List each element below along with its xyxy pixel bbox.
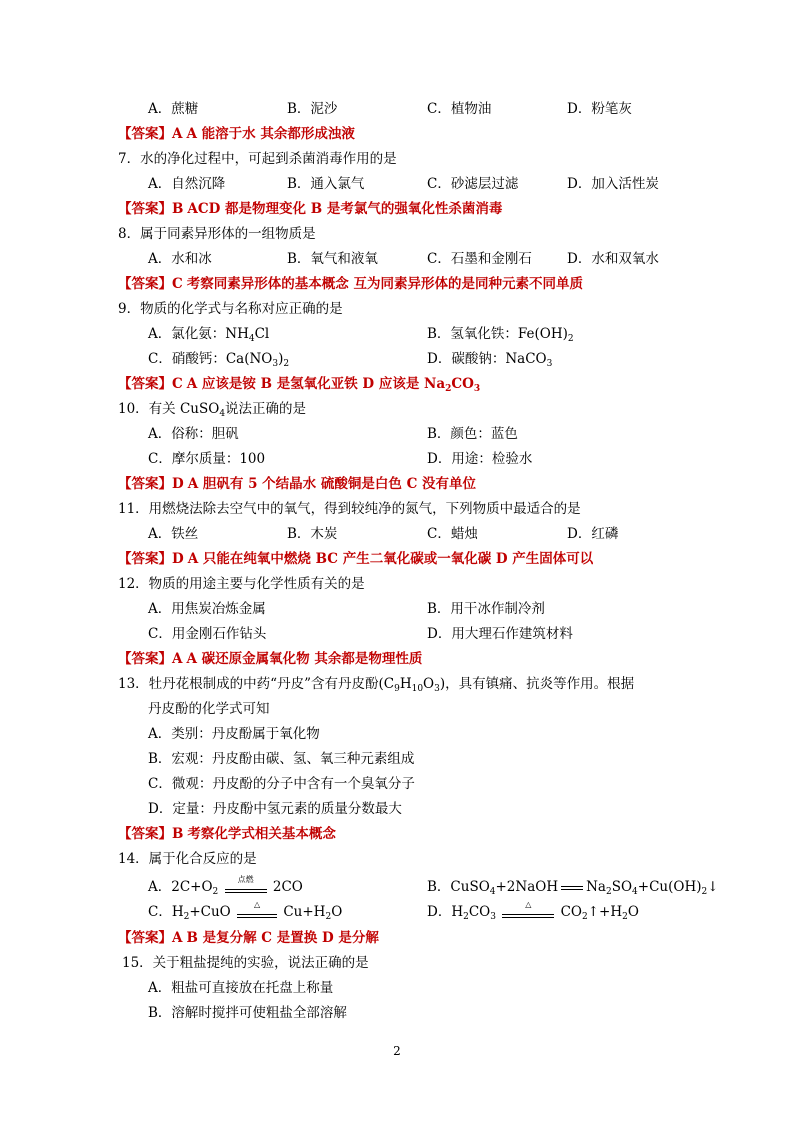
q9-answer: 【答案】C A 应该是铵 B 是氢氧化亚铁 D 应该是 $Na_2CO_3$	[118, 376, 481, 394]
q8-option-a: A．水和冰	[148, 251, 212, 267]
q8-stem: 8．属于同素异形体的一组物质是	[118, 226, 316, 242]
q12-option-d: D．用大理石作建筑材料	[427, 626, 573, 642]
q11-answer: 【答案】D A 只能在纯氧中燃烧 BC 产生二氧化碳或一氧化碳 D 产生固体可以	[118, 551, 594, 567]
q13-stem: 13．牡丹花根制成的中药“丹皮”含有丹皮酚$(C_9H_{10}O_3)$，具有镇痛、抗炎等作用。根据	[118, 676, 635, 694]
q9-option-a: A．氯化氨：$NH_4Cl$	[148, 326, 270, 344]
reaction-condition-arrow: △	[502, 910, 554, 918]
q13-option-c: C．微观：丹皮酚的分子中含有一个臭氧分子	[148, 776, 415, 792]
q11-option-c: C．蜡烛	[427, 526, 478, 542]
q11-option-b: B．木炭	[287, 526, 338, 542]
q10-option-b: B．颜色：蓝色	[427, 426, 518, 442]
q13-option-d: D．定量：丹皮酚中氢元素的质量分数最大	[148, 801, 402, 817]
q14-stem: 14．属于化合反应的是	[118, 851, 257, 867]
q8-option-c: C．石墨和金刚石	[427, 251, 532, 267]
q14-answer: 【答案】A B 是复分解 C 是置换 D 是分解	[118, 930, 379, 946]
q12-stem: 12．物质的用途主要与化学性质有关的是	[118, 576, 365, 592]
page-number: 2	[393, 1044, 401, 1058]
q9-option-c: C．硝酸钙：$Ca(NO_3)_2$	[148, 351, 290, 369]
q10-answer: 【答案】D A 胆矾有 5 个结晶水 硫酸铜是白色 C 没有单位	[118, 476, 477, 492]
q11-option-a: A．铁丝	[148, 526, 199, 542]
q14-option-a: A．$2C+O_2$ 点燃 2CO	[148, 875, 303, 897]
q12-answer: 【答案】A A 碳还原金属氧化物 其余都是物理性质	[118, 651, 423, 667]
q13-option-b: B．宏观：丹皮酚由碳、氢、氧三种元素组成	[148, 751, 415, 767]
q10-option-a: A．俗称：胆矾	[148, 426, 239, 442]
q15-stem: 15．关于粗盐提纯的实验，说法正确的是	[122, 955, 369, 971]
q12-option-c: C．用金刚石作钻头	[148, 626, 267, 642]
q7-option-d: D．加入活性炭	[567, 176, 659, 192]
q12-option-b: B．用干冰作制冷剂	[427, 601, 545, 617]
q6-option-d: D．粉笔灰	[567, 101, 632, 117]
q6-answer: 【答案】A A 能溶于水 其余都形成浊液	[118, 126, 355, 142]
q13-option-a: A．类别：丹皮酚属于氧化物	[148, 726, 320, 742]
q9-option-b: B．氢氧化铁：$Fe(OH)_2$	[427, 326, 574, 344]
q7-stem: 7．水的净化过程中，可起到杀菌消毒作用的是	[118, 151, 397, 167]
q10-option-d: D．用途：检验水	[427, 451, 533, 467]
q7-option-a: A．自然沉降	[148, 176, 226, 192]
q8-answer: 【答案】C 考察同素异形体的基本概念 互为同素异形体的是同种元素不同单质	[118, 276, 583, 292]
q6-option-b: B．泥沙	[287, 101, 338, 117]
q12-option-a: A．用焦炭冶炼金属	[148, 601, 266, 617]
q13-stem-line2: 丹皮酚的化学式可知	[148, 701, 270, 717]
equals-sign	[561, 886, 583, 890]
q9-option-d: D．碳酸钠：NaCO$_3$	[427, 351, 553, 369]
q14-option-d: D．$H_2CO_3$ △ $CO_2↑+H_2O$	[427, 900, 639, 922]
q7-option-c: C．砂滤层过滤	[427, 176, 519, 192]
q13-answer: 【答案】B 考察化学式相关基本概念	[118, 826, 336, 842]
q6-option-a: A．蔗糖	[148, 101, 199, 117]
q10-stem: 10．有关 CuSO$_4$说法正确的是	[118, 401, 307, 419]
q7-answer: 【答案】B ACD 都是物理变化 B 是考氯气的强氧化性杀菌消毒	[118, 201, 503, 217]
q15-option-a: A．粗盐可直接放在托盘上称量	[148, 980, 334, 996]
q7-option-b: B．通入氯气	[287, 176, 365, 192]
q15-option-b: B．溶解时搅拌可使粗盐全部溶解	[148, 1005, 347, 1021]
q14-option-b: B．CuSO$_4$+2NaOH $Na_2SO_4+Cu(OH)_2↓$	[427, 879, 719, 897]
q14-option-c: C．$H_2+CuO$ △ $Cu+H_2O$	[148, 900, 343, 922]
q11-stem: 11．用燃烧法除去空气中的氧气，得到较纯净的氮气，下列物质中最适合的是	[118, 501, 581, 517]
q11-option-d: D．红磷	[567, 526, 619, 542]
q9-stem: 9．物质的化学式与名称对应正确的是	[118, 301, 343, 317]
reaction-condition-arrow: 点燃	[225, 885, 267, 893]
q8-option-d: D．水和双氧水	[567, 251, 659, 267]
q6-option-c: C．植物油	[427, 101, 492, 117]
q10-option-c: C．摩尔质量：100	[148, 451, 266, 467]
q8-option-b: B．氧气和液氧	[287, 251, 378, 267]
reaction-condition-arrow: △	[237, 910, 277, 918]
